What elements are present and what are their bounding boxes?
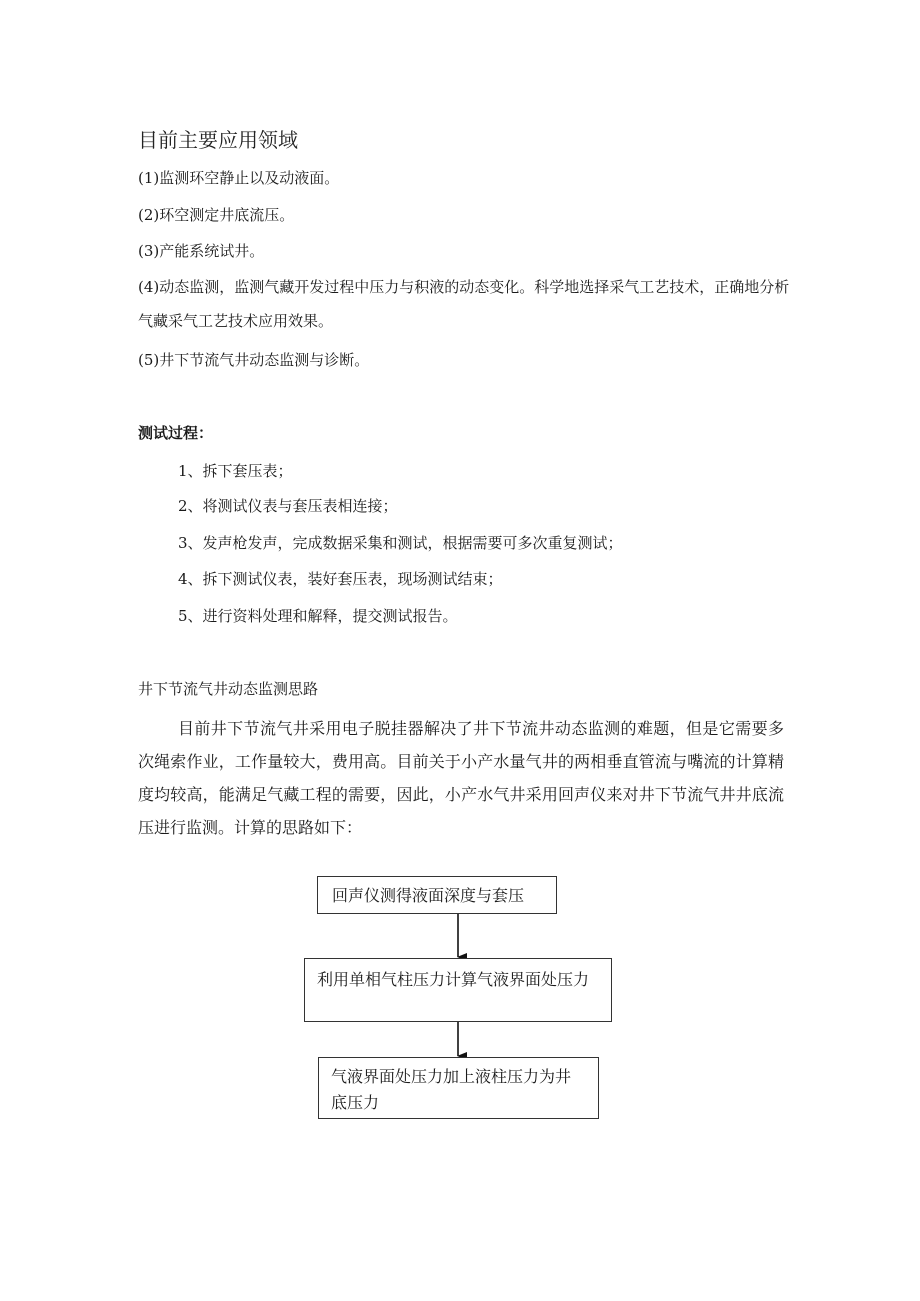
application-item-4: (4)动态监测，监测气藏开发过程中压力与积液的动态变化。科学地选择采气工艺技术，正确地分析气藏采气工艺技术应用效果。 (138, 278, 790, 330)
application-item-2: (2)环空测定井底流压。 (138, 206, 295, 224)
flow-node-bottom-pressure (318, 1057, 599, 1119)
test-step-2: 2、将测试仪表与套压表相连接； (178, 497, 398, 515)
test-step-5: 5、进行资料处理和解释，提交测试报告。 (178, 607, 458, 625)
flow-node-echo-measure (317, 876, 557, 914)
application-item-5: (5)井下节流气井动态监测与诊断。 (138, 351, 370, 369)
test-step-3: 3、发声枪发声，完成数据采集和测试，根据需要可多次重复测试； (178, 534, 623, 552)
applications-title: 目前主要应用领域 (138, 128, 298, 152)
test-step-1: 1、拆下套压表； (178, 462, 293, 480)
flow-node-gas-column (304, 958, 612, 1022)
flow-node-label: 气液界面处压力加上液柱压力为井底压力 (331, 1067, 572, 1112)
monitoring-idea-title: 井下节流气井动态监测思路 (138, 680, 319, 698)
flow-node-label: 利用单相气柱压力计算气液界面处压力 (317, 970, 590, 989)
test-step-4: 4、拆下测试仪表，装好套压表，现场测试结束； (178, 570, 503, 588)
application-item-3: (3)产能系统试井。 (138, 242, 265, 260)
application-item-1: (1)监测环空静止以及动液面。 (138, 169, 340, 187)
flow-node-label: 回声仪测得液面深度与套压 (332, 886, 525, 905)
monitoring-idea-paragraph: 目前井下节流气井采用电子脱挂器解决了井下节流井动态监测的难题，但是它需要多次绳索作业，工作量较大，费用高。目前关于小产水量气井的两相垂直管流与嘴流的计算精度均较高，能满足气藏工程的需要，因此，小产水气井采用回声仪来对井下节流气井井底流压进行监测。计算的思路如下： (138, 719, 784, 837)
test-process-title: 测试过程： (138, 424, 214, 442)
